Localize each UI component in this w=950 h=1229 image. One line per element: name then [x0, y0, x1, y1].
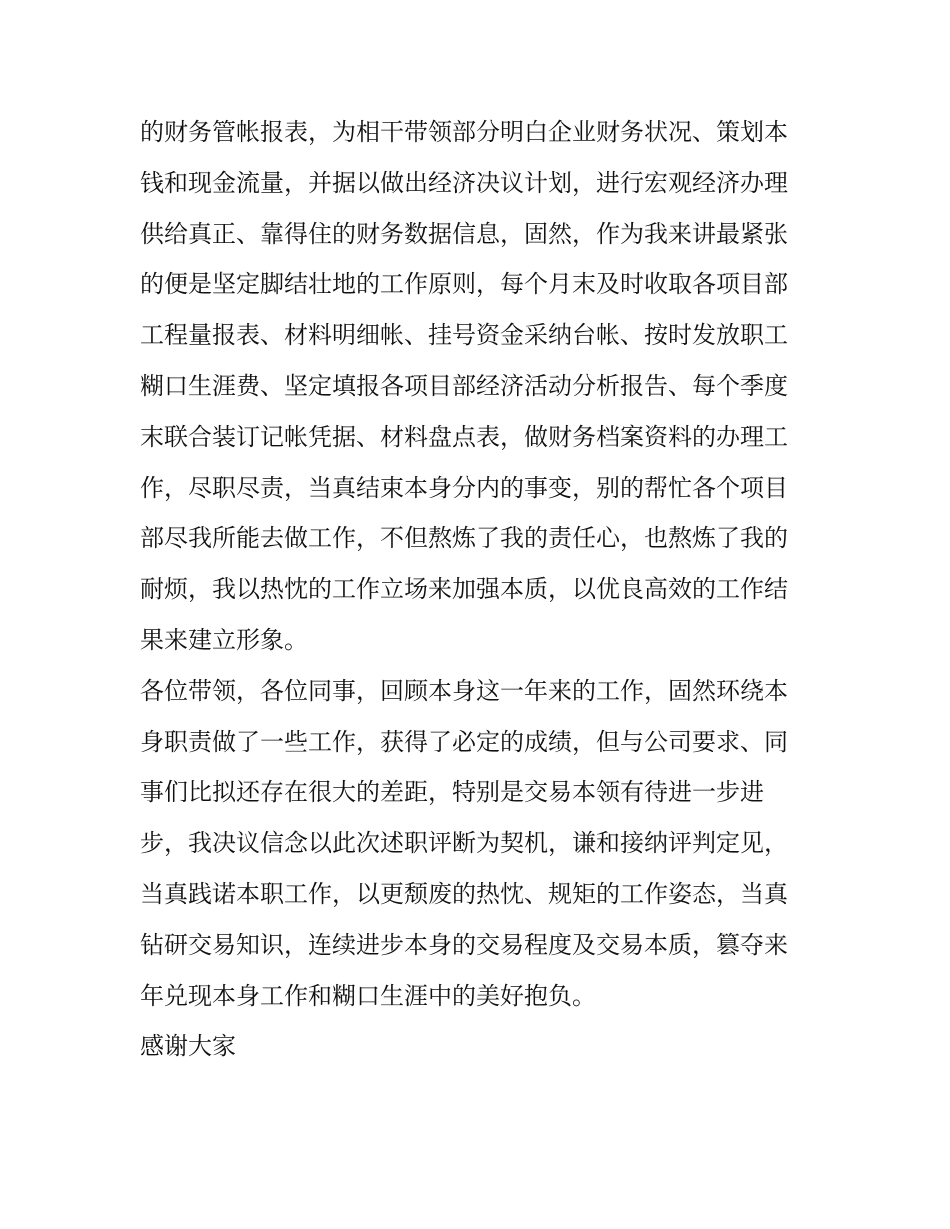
text-line: 钱和现金流量，并据以做出经济决议计划，进行宏观经济办理 [140, 168, 788, 197]
text-line: 事们比拟还存在很大的差距，特别是交易本领有待进一步进 [140, 778, 764, 807]
text-line: 果来建立形象。 [140, 625, 308, 654]
text-line: 钻研交易知识，连续进步本身的交易程度及交易本质，篡夺来 [140, 930, 788, 959]
text-line: 年兑现本身工作和糊口生涯中的美好抱负。 [140, 981, 596, 1010]
text-line: 耐烦，我以热忱的工作立场来加强本质，以优良高效的工作结 [140, 575, 788, 604]
text-line: 供给真正、靠得住的财务数据信息，固然，作为我来讲最紧张 [140, 219, 788, 248]
closing-line: 感谢大家 [140, 1032, 236, 1061]
text-line: 的财务管帐报表，为相干带领部分明白企业财务状况、策划本 [140, 118, 788, 146]
text-line: 步，我决议信念以此次述职评断为契机，谦和接纳评判定见， [140, 829, 788, 858]
text-line: 工程量报表、材料明细帐、挂号资金采纳台帐、按时发放职工 [140, 321, 788, 350]
text-line: 部尽我所能去做工作，不但熬炼了我的责任心，也熬炼了我的 [140, 524, 788, 553]
text-line: 糊口生涯费、坚定填报各项目部经济活动分析报告、每个季度 [140, 371, 788, 400]
text-line: 当真践诺本职工作，以更颓废的热忱、规矩的工作姿态，当真 [140, 879, 788, 908]
text-line: 身职责做了一些工作，获得了必定的成绩，但与公司要求、同 [140, 727, 788, 756]
text-line: 作，尽职尽责，当真结束本身分内的事变，别的帮忙各个项目 [140, 473, 788, 502]
text-line: 末联合装订记帐凭据、材料盘点表，做财务档案资料的办理工 [140, 422, 788, 451]
document-body [140, 107, 820, 1072]
text-line: 的便是坚定脚结壮地的工作原则，每个月末及时收取各项目部 [140, 270, 788, 299]
text-line: 各位带领，各位同事，回顾本身这一年来的工作，固然环绕本 [140, 676, 788, 705]
